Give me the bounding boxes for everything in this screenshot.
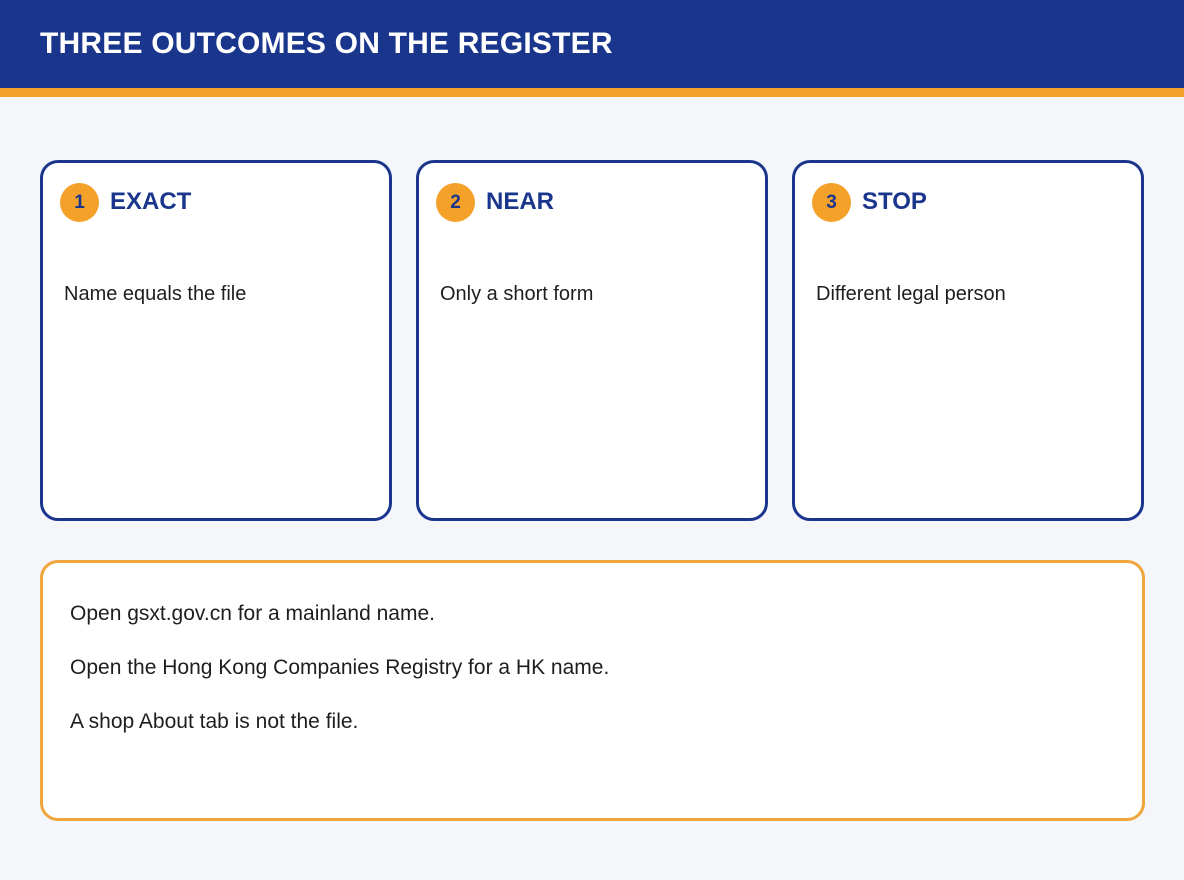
step-number-badge: 2 <box>436 183 475 222</box>
outcome-description: Name equals the file <box>64 283 247 305</box>
instructions-panel <box>40 560 1145 821</box>
outcome-description: Only a short form <box>440 283 594 305</box>
header-bar <box>0 0 1184 88</box>
step-number-badge: 3 <box>812 183 851 222</box>
outcome-title: EXACT <box>110 188 192 215</box>
instruction-line: A shop About tab is not the file. <box>70 710 359 733</box>
outcome-title: STOP <box>862 188 927 215</box>
page-title: THREE OUTCOMES ON THE REGISTER <box>40 27 613 60</box>
instruction-line: Open the Hong Kong Companies Registry for a HK name. <box>70 656 610 679</box>
outcome-card-exact <box>40 160 392 521</box>
step-number-badge: 1 <box>60 183 99 222</box>
header-accent-rule <box>0 88 1184 97</box>
instruction-line: Open gsxt.gov.cn for a mainland name. <box>70 602 435 625</box>
outcome-card-stop <box>792 160 1144 521</box>
outcome-description: Different legal person <box>816 283 1006 305</box>
outcome-card-near <box>416 160 768 521</box>
outcome-title: NEAR <box>486 188 555 215</box>
